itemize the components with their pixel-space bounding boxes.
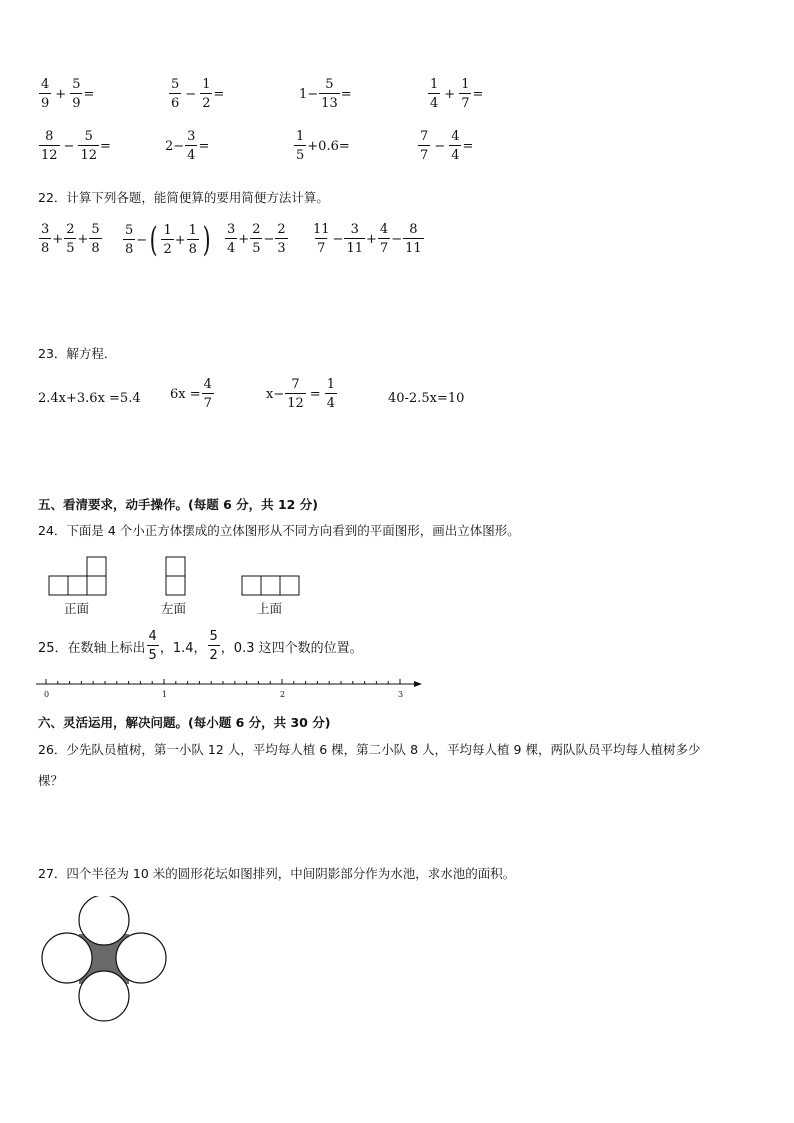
fraction: $\frac{8}{12}$	[41, 129, 58, 163]
q27-circles-figure	[40, 896, 170, 1024]
fraction: $\frac{1}{5}$	[296, 129, 305, 163]
number-line-label: 2	[280, 690, 286, 699]
number-line	[36, 676, 426, 702]
left-view-label: 左面	[161, 601, 187, 616]
q23-title: 23．解方程．	[38, 346, 117, 361]
q23-equation-3: x− $\frac{7}{12}$ = $\frac{1}{4}$	[266, 377, 335, 411]
right-paren: )	[202, 220, 211, 260]
top-view-grid	[242, 576, 299, 595]
q22-problem-2: $\frac{5}{8}$ − ( $\frac{1}{2}$ + $\frac{1}{8}$ )	[125, 220, 211, 260]
flower-bed-top	[79, 896, 129, 945]
q22-problem-3: $\frac{3}{4}$ + $\frac{2}{5}$ − $\frac{2}{3}$	[227, 222, 286, 256]
flower-bed-bottom	[79, 971, 129, 1021]
number-line-label: 3	[398, 690, 404, 699]
number-line-labels	[44, 690, 403, 699]
fraction: $\frac{4}{9}$	[41, 77, 50, 111]
left-view-grid	[166, 557, 185, 595]
q22-problem-4: $\frac{11}{7}$ − $\frac{3}{11}$ + $\frac{4}{7}$ − $\frac{8}{11}$	[313, 222, 422, 256]
left-paren: (	[149, 220, 158, 260]
expr-1-4-plus-1-7: $\frac{1}{4}$ + $\frac{1}{7}$ =	[430, 77, 484, 111]
expr-4-9-plus-5-9: $\frac{4}{9}$ + $\frac{5}{9}$ =	[41, 77, 95, 111]
expr-8-12-minus-5-12: $\frac{8}{12}$ − $\frac{5}{12}$ =	[41, 129, 111, 163]
fraction: $\frac{4}{4}$	[451, 129, 460, 163]
q22-title: 22．计算下列各题，能简便算的要用简便方法计算。	[38, 190, 329, 205]
expr-1-minus-5-13: 1− $\frac{5}{13}$ =	[299, 77, 352, 111]
number-line-ticks	[46, 679, 400, 684]
expr-2-minus-3-4: 2− $\frac{3}{4}$ =	[165, 129, 210, 163]
q24-title: 24．下面是 4 个小正方体摆成的立体图形从不同方向看到的平面图形，画出立体图形。	[38, 523, 520, 538]
q26-line-1: 26．少先队员植树，第一小队 12 人，平均每人植 6 棵，第二小队 8 人，平均每人植 9 棵，两队队员平均每人植树多少	[38, 742, 701, 757]
fraction: $\frac{7}{7}$	[420, 129, 429, 163]
front-view-grid	[49, 557, 106, 595]
q25-question: 25．在数轴上标出 $\frac{4}{5}$ ，1.4， $\frac{5}{2}$ ，0.3 这四个数的位置。	[38, 629, 363, 663]
q23-equation-4: 40-2.5x=10	[388, 391, 465, 406]
q23-equation-2: 6x = $\frac{4}{7}$	[170, 377, 212, 411]
fraction: $\frac{3}{4}$	[187, 129, 196, 163]
q26-line-2: 棵？	[38, 773, 64, 788]
fraction: $\frac{1}{7}$	[461, 77, 470, 111]
expr-7-7-minus-4-4: $\frac{7}{7}$ − $\frac{4}{4}$ =	[420, 129, 474, 163]
flower-bed-right	[116, 933, 166, 983]
q22-problem-1: $\frac{3}{8}$ + $\frac{2}{5}$ + $\frac{5}{8}$	[41, 222, 100, 256]
fraction: $\frac{5}{9}$	[72, 77, 81, 111]
expr-5-6-minus-1-2: $\frac{5}{6}$ − $\frac{1}{2}$ =	[171, 77, 225, 111]
fraction: $\frac{1}{2}$	[202, 77, 211, 111]
number-line-label: 0	[44, 690, 50, 699]
flower-bed-left	[42, 933, 92, 983]
front-view-label: 正面	[64, 601, 90, 616]
section-5-heading: 五、看清要求，动手操作。(每题 6 分，共 12 分)	[38, 497, 318, 512]
section-6-heading: 六、灵活运用，解决问题。(每小题 6 分，共 30 分)	[38, 715, 331, 730]
fraction: $\frac{5}{6}$	[171, 77, 180, 111]
number-line-arrow	[414, 681, 422, 687]
fraction: $\frac{5}{12}$	[80, 129, 97, 163]
number-line-label: 1	[162, 690, 168, 699]
expr-1-5-plus-0.6: $\frac{1}{5}$ +0.6=	[296, 129, 350, 163]
top-view-label: 上面	[257, 601, 283, 616]
q23-equation-1: 2.4x+3.6x =5.4	[38, 391, 141, 406]
q27-title: 27．四个半径为 10 米的圆形花坛如图排列，中间阴影部分作为水池，求水池的面积。	[38, 866, 516, 881]
fraction: $\frac{1}{4}$	[430, 77, 439, 111]
fraction: $\frac{5}{13}$	[321, 77, 338, 111]
